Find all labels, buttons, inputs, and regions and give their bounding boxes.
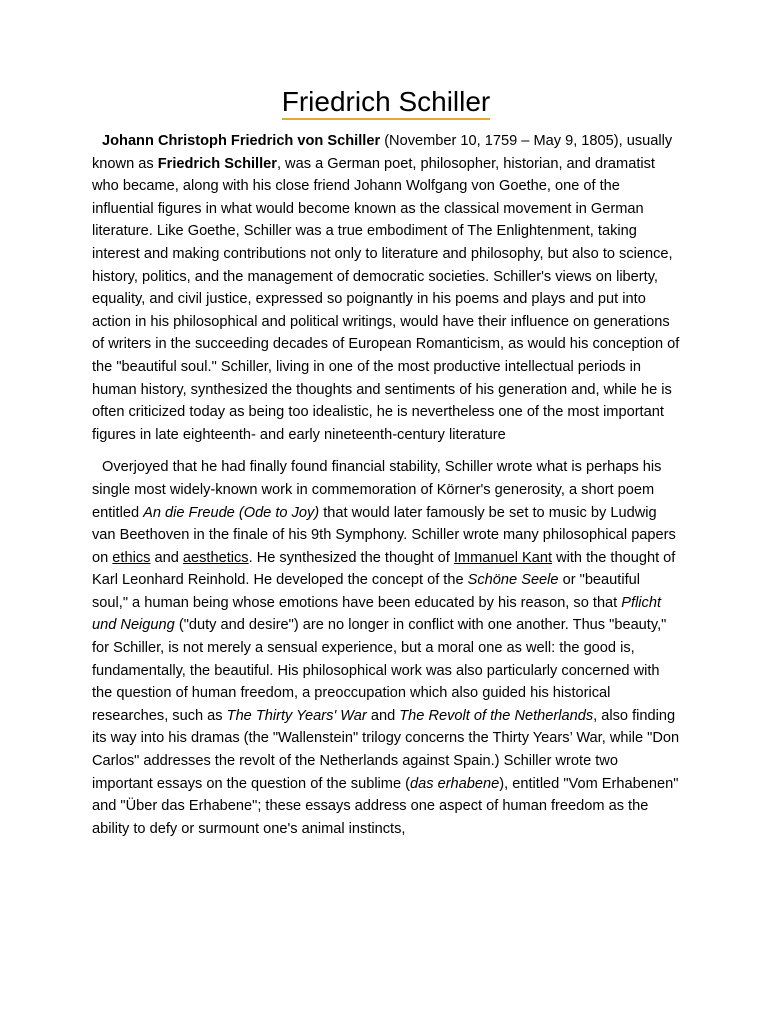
document-page xyxy=(92,84,680,850)
text-run[interactable]: Immanuel Kant xyxy=(453,549,553,566)
text-run: ("duty and desire") are no longer in conflict with one another. Thus "beauty," for Schiller, is not merely a sensual experience, but a moral one as well: the good is, fundamentally, the beautiful. His philosophical work was also particularly concerned with the question of human freedom, a preoccupation which also guided his historical researches, such as xyxy=(92,617,667,724)
text-run: The Thirty Years' War xyxy=(226,707,367,724)
paragraph-1 xyxy=(92,130,680,446)
text-run[interactable]: ethics xyxy=(112,549,151,566)
text-run: Friedrich Schiller xyxy=(157,155,277,172)
text-run: or "beautiful soul," a human being whose emotions have been educated by his reason, so that xyxy=(92,572,640,611)
text-run: (November 10, 1759 – May 9, 1805), usually known as xyxy=(92,133,673,172)
document-title-text: Friedrich Schiller xyxy=(282,86,491,120)
paragraph-2 xyxy=(92,456,680,840)
text-run: . He synthesized the thought of xyxy=(248,549,454,566)
document-body xyxy=(92,130,680,840)
text-run: Pflicht und Neigung xyxy=(92,594,662,634)
text-run: , also finding its way into his dramas (the "Wallenstein" trilogy concerns the Thirty Years’ War, while "Don Carlos" addresses the revolt of the Netherlands against Spain.) Schiller wrote two important essays on the question of the sublime ( xyxy=(92,707,680,792)
text-run: , was a German poet, philosopher, historian, and dramatist who became, along with his close friend Johann Wolfgang von Goethe, one of the influential figures in what would become known as the classical movement in German literature. Like Goethe, Schiller was a true embodiment of The Enlightenment, taking interest and making contributions not only to literature and philosophy, but also to science, history, politics, and the management of democratic societies. Schiller's views on liberty, equality, and civil justice, expressed so poignantly in his poems and plays and put into action in his philosophical and political writings, would have their influence on generations of writers in the succeeding decades of European Romanticism, as would his conception of the "beautiful soul." Schiller, living in one of the most productive intellectual periods in human history, synthesized the thoughts and sentiments of his generation and, while he is often criticized today as being too idealistic, he is nevertheless one of the most important figures in late eighteenth- and early nineteenth-century literature xyxy=(92,155,680,443)
text-run: and xyxy=(366,707,400,724)
text-run: Overjoyed that he had finally found financial stability, Schiller wrote what is perhaps his single most widely-known work in commemoration of Körner's generosity, a short poem entitled xyxy=(92,459,662,521)
text-run: that would later famously be set to music by Ludwig van Beethoven in the finale of his 9th Symphony. Schiller wrote many philosophical papers on xyxy=(92,504,676,566)
text-run[interactable]: aesthetics xyxy=(182,549,249,566)
text-run: das erhabene xyxy=(410,775,500,792)
text-run: Johann Christoph Friedrich von Schiller xyxy=(102,133,381,149)
document-title xyxy=(92,84,680,120)
text-run: An die Freude (Ode to Joy) xyxy=(143,504,320,521)
text-run: The Revolt of the Netherlands xyxy=(399,707,594,724)
text-run: with the thought of Karl Leonhard Reinhold. He developed the concept of the xyxy=(92,549,676,589)
text-run: and xyxy=(150,549,183,566)
text-run: Schöne Seele xyxy=(467,572,559,589)
text-run: ), entitled "Vom Erhabenen" and "Über das Erhabene"; these essays address one aspect of human freedom as the ability to defy or surmount one's animal instincts, xyxy=(92,775,679,837)
